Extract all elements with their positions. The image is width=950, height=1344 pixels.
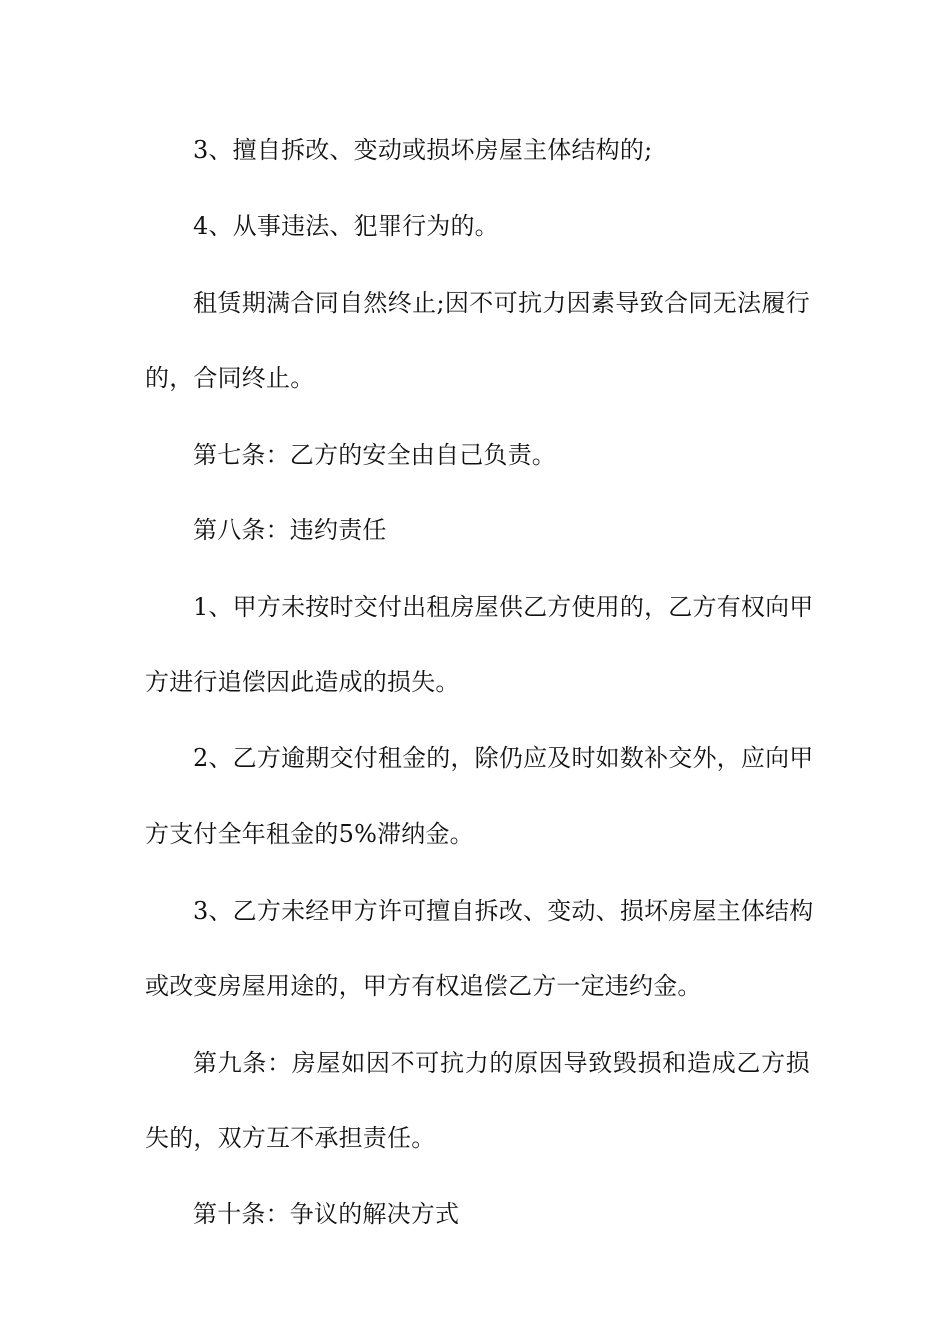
clause-line: 3、擅自拆改、变动或损坏房屋主体结构的; (193, 136, 653, 164)
article-heading: 第七条：乙方的安全由自己负责。 (193, 441, 556, 469)
clause-line: 4、从事违法、犯罪行为的。 (193, 212, 499, 240)
clause-line: 或改变房屋用途的，甲方有权追偿乙方一定违约金。 (145, 972, 702, 1000)
paragraph-line: 的，合同终止。 (145, 364, 315, 392)
paragraph-line: 失的，双方互不承担责任。 (145, 1124, 436, 1152)
paragraph-line: 租赁期满合同自然终止;因不可抗力因素导致合同无法履行 (193, 289, 810, 317)
clause-line: 1、甲方未按时交付出租房屋供乙方使用的，乙方有权向甲 (193, 593, 814, 621)
article-heading: 第八条：违约责任 (193, 516, 387, 544)
article-heading: 第十条：争议的解决方式 (193, 1200, 460, 1228)
clause-line: 3、乙方未经甲方许可擅自拆改、变动、损坏房屋主体结构 (193, 897, 814, 925)
clause-line: 方支付全年租金的5%滞纳金。 (145, 820, 474, 848)
clause-line: 2、乙方逾期交付租金的，除仍应及时如数补交外，应向甲 (193, 744, 814, 772)
clause-line: 方进行追偿因此造成的损失。 (145, 668, 460, 696)
article-heading: 第九条：房屋如因不可抗力的原因导致毁损和造成乙方损 (193, 1049, 810, 1077)
